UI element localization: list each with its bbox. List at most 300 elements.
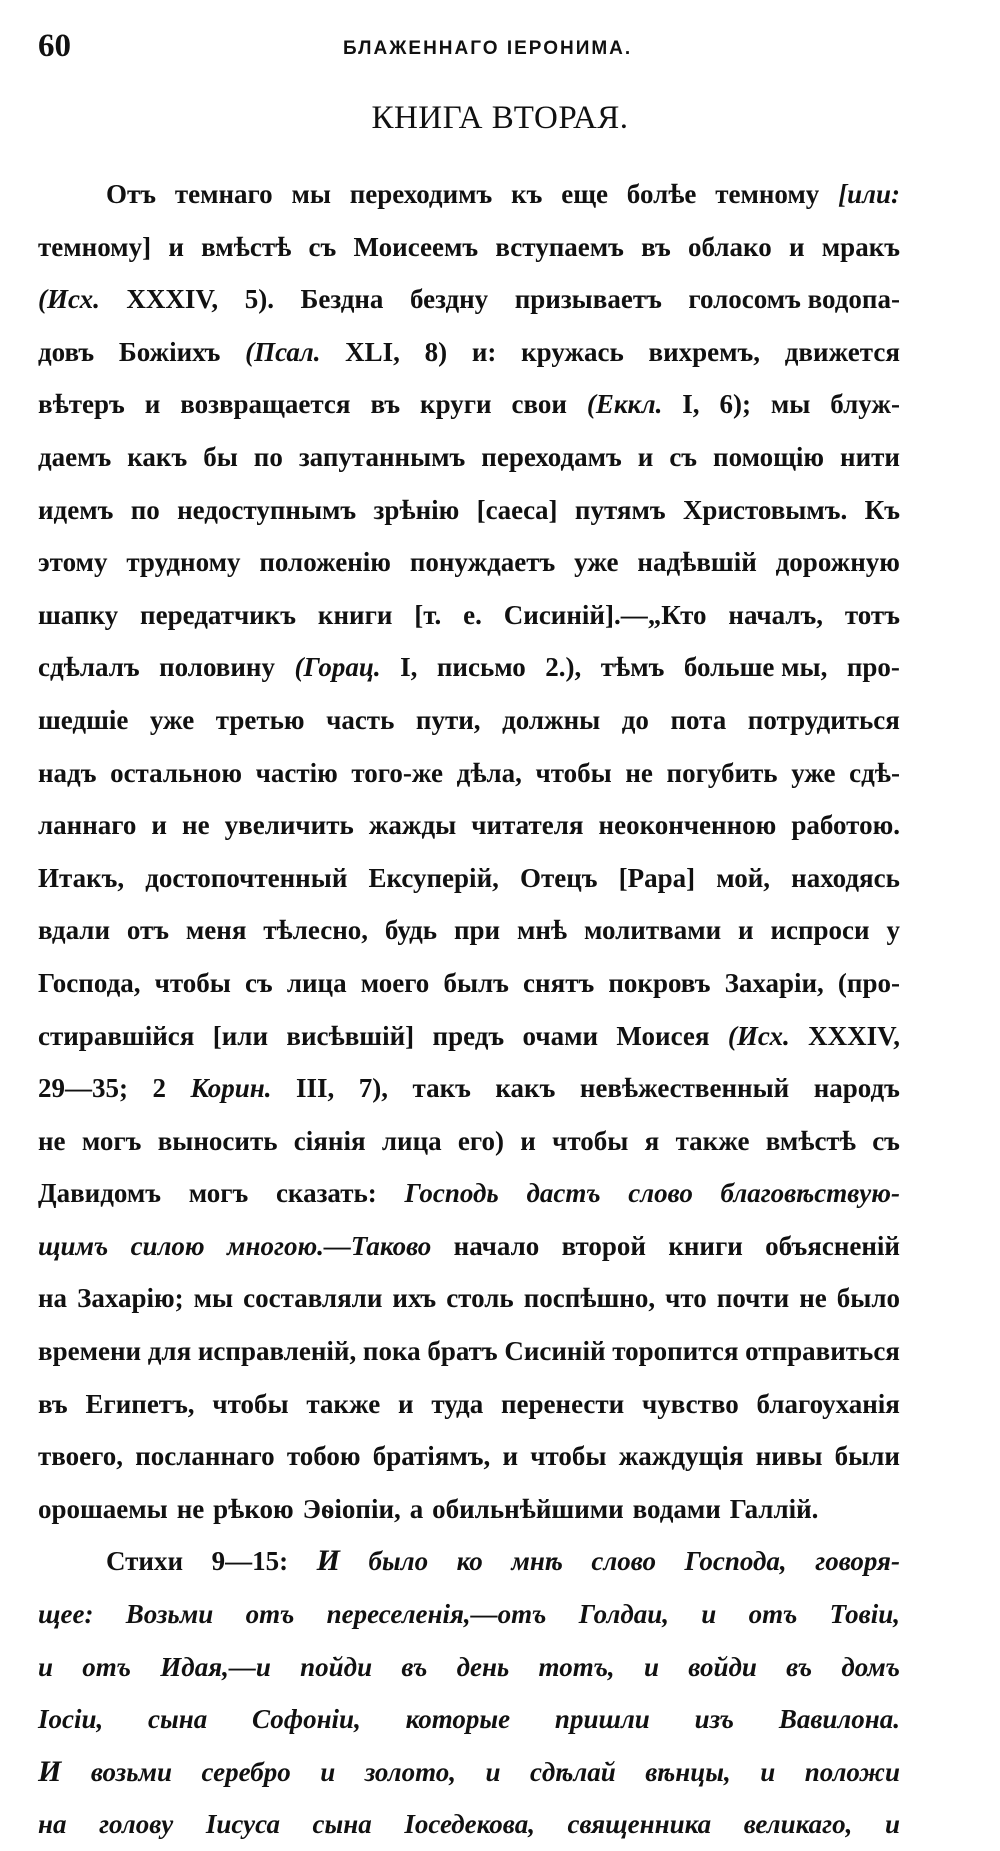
word: чтобы bbox=[530, 1441, 607, 1472]
word: вдали bbox=[38, 915, 111, 946]
word: Вавилона. bbox=[778, 1704, 900, 1735]
word: надѣвшій bbox=[637, 547, 757, 578]
word: а bbox=[409, 1493, 424, 1524]
word: второй bbox=[561, 1230, 646, 1261]
word: былъ bbox=[443, 967, 509, 998]
word: Моисея bbox=[616, 1020, 710, 1051]
word: этому bbox=[38, 547, 108, 578]
word: Идая,—и bbox=[160, 1651, 271, 1682]
word: по bbox=[253, 441, 283, 472]
word: сіянія bbox=[293, 1125, 366, 1156]
word: Іоседекова, bbox=[404, 1809, 535, 1840]
word: трудному bbox=[126, 547, 241, 578]
word: такъ bbox=[412, 1073, 471, 1104]
word: до bbox=[621, 704, 649, 735]
text-line bbox=[38, 484, 900, 537]
word: чтобы bbox=[552, 1125, 629, 1156]
word: нивы bbox=[755, 1441, 823, 1472]
word: Софоніи, bbox=[252, 1704, 361, 1735]
word: какъ bbox=[495, 1073, 556, 1104]
word: помощію bbox=[713, 441, 825, 472]
word: XXXIV, bbox=[126, 284, 219, 315]
word: потрудиться bbox=[747, 704, 900, 735]
word: [или bbox=[212, 1020, 269, 1051]
word: могъ bbox=[188, 1178, 249, 1209]
word: путямъ bbox=[574, 494, 666, 525]
word: Товіи, bbox=[829, 1599, 900, 1630]
word: въ bbox=[370, 389, 401, 420]
word: въ bbox=[786, 1651, 813, 1682]
word: 5). bbox=[244, 284, 274, 315]
text-line bbox=[38, 1272, 900, 1325]
word: понуждаетъ bbox=[409, 547, 556, 578]
word: даемъ bbox=[38, 441, 112, 472]
word: на bbox=[38, 1283, 68, 1314]
word: зрѣнію bbox=[373, 494, 460, 525]
word: письмо bbox=[436, 652, 526, 683]
word: находясь bbox=[791, 862, 900, 893]
word: свои bbox=[511, 389, 567, 420]
word: очами bbox=[522, 1020, 599, 1051]
word: выносить bbox=[157, 1125, 278, 1156]
word: и bbox=[788, 231, 805, 262]
word: Египетъ, bbox=[85, 1388, 195, 1419]
word: съ bbox=[244, 967, 273, 998]
word: бы bbox=[203, 441, 238, 472]
word: положи bbox=[804, 1756, 900, 1787]
word: того-же bbox=[351, 757, 444, 788]
word: при bbox=[453, 915, 501, 946]
word: 8) bbox=[424, 336, 448, 367]
word: (про- bbox=[837, 967, 900, 998]
word: не bbox=[799, 1283, 827, 1314]
word: говоря- bbox=[815, 1546, 900, 1577]
word: вмѣстѣ bbox=[765, 1125, 856, 1156]
text-line bbox=[38, 326, 900, 379]
word: домъ bbox=[841, 1651, 900, 1682]
word: Сисиній bbox=[504, 1336, 606, 1367]
word: запутаннымъ bbox=[298, 441, 466, 472]
text-line bbox=[38, 852, 900, 905]
text-line bbox=[38, 1693, 900, 1746]
word: вѣтеръ bbox=[38, 389, 125, 420]
word: (Исх. bbox=[38, 284, 100, 315]
word: чтобы bbox=[212, 1388, 289, 1419]
word: Христовымъ. bbox=[682, 494, 848, 525]
word: твоего, bbox=[38, 1441, 123, 1472]
word: Корин. bbox=[190, 1073, 272, 1104]
word: отъ bbox=[126, 915, 170, 946]
word: пока bbox=[362, 1336, 421, 1367]
text-line bbox=[38, 1746, 900, 1799]
word: день bbox=[456, 1651, 510, 1682]
word: возьми bbox=[90, 1756, 173, 1787]
word: чувство bbox=[641, 1388, 739, 1419]
text-line bbox=[38, 1010, 900, 1063]
word: поспѣшно, bbox=[523, 1283, 656, 1314]
word: что bbox=[665, 1283, 707, 1314]
word: столь bbox=[446, 1283, 514, 1314]
word: великаго, bbox=[743, 1809, 853, 1840]
word: голосомъ водопа- bbox=[688, 284, 900, 315]
word: были bbox=[834, 1441, 900, 1472]
word: тотъ, bbox=[538, 1651, 615, 1682]
word: туда bbox=[431, 1388, 484, 1419]
word: для bbox=[147, 1336, 192, 1367]
word: перенести bbox=[500, 1388, 625, 1419]
word: и bbox=[151, 810, 167, 841]
word: Захарію; bbox=[77, 1283, 184, 1314]
text-line bbox=[38, 1641, 900, 1694]
word: также bbox=[306, 1388, 381, 1419]
text-line bbox=[38, 536, 900, 589]
word: 29—35; bbox=[38, 1073, 128, 1104]
word: лица bbox=[286, 967, 347, 998]
word: и bbox=[320, 1756, 336, 1787]
word: больше мы, bbox=[683, 652, 828, 683]
word: сдѣлай bbox=[529, 1756, 616, 1787]
word: предъ bbox=[432, 1020, 505, 1051]
text-line bbox=[38, 1220, 900, 1273]
word: могъ bbox=[81, 1125, 142, 1156]
word: также bbox=[675, 1125, 750, 1156]
word: объясненій bbox=[765, 1230, 900, 1261]
text-line bbox=[38, 641, 900, 694]
word: круги bbox=[420, 389, 492, 420]
word: покровъ bbox=[608, 967, 711, 998]
word: (Горац. bbox=[294, 652, 381, 683]
word: Іисуса bbox=[205, 1809, 280, 1840]
word: мракъ bbox=[821, 231, 900, 262]
word: въ bbox=[38, 1388, 68, 1419]
word: мнѣ bbox=[516, 915, 568, 946]
text-line bbox=[38, 273, 900, 326]
word: ко bbox=[456, 1546, 483, 1577]
text-line bbox=[38, 1062, 900, 1115]
word: часть bbox=[326, 704, 395, 735]
word: еще bbox=[561, 179, 608, 209]
word: положенію bbox=[259, 547, 391, 578]
word: (Псал. bbox=[245, 336, 321, 367]
text-line bbox=[38, 1588, 900, 1641]
word: 7), bbox=[358, 1073, 389, 1104]
word: I, bbox=[682, 389, 700, 420]
word: [или: bbox=[838, 179, 900, 209]
word: отъ bbox=[245, 1599, 295, 1630]
word: будь bbox=[384, 915, 438, 946]
word: благовѣствую- bbox=[720, 1178, 900, 1209]
word: Отъ bbox=[106, 179, 157, 209]
word: почти bbox=[716, 1283, 790, 1314]
word: XLI, bbox=[345, 336, 400, 367]
word: Захаріи, bbox=[724, 967, 824, 998]
word: Голдаи, bbox=[578, 1599, 669, 1630]
word: торопится bbox=[612, 1336, 739, 1367]
word: рѣкою bbox=[213, 1493, 294, 1524]
word: сына bbox=[312, 1809, 372, 1840]
word: призываетъ bbox=[514, 284, 662, 315]
word: и bbox=[168, 231, 184, 262]
word: на bbox=[38, 1809, 67, 1840]
word: болѣе bbox=[626, 179, 697, 209]
word: частію bbox=[255, 757, 338, 788]
word: бездну bbox=[409, 284, 489, 315]
word: 6); bbox=[719, 389, 751, 420]
text-line bbox=[38, 221, 900, 274]
word: сына bbox=[148, 1704, 208, 1735]
word: священника bbox=[567, 1809, 712, 1840]
word: надъ bbox=[38, 757, 97, 788]
word: половину bbox=[159, 652, 275, 683]
word: уже bbox=[149, 704, 195, 735]
word: тобою bbox=[286, 1441, 361, 1472]
word: съ bbox=[669, 441, 698, 472]
word: передатчикъ bbox=[140, 599, 297, 630]
word: И bbox=[316, 1544, 340, 1578]
text-line bbox=[38, 378, 900, 431]
word: про- bbox=[846, 652, 900, 683]
word: моего bbox=[360, 967, 430, 998]
word: 9—15: bbox=[211, 1546, 289, 1577]
word: достопочтенный bbox=[145, 862, 348, 893]
word: меня bbox=[185, 915, 247, 946]
word: уже bbox=[791, 757, 836, 788]
page-number: 60 bbox=[38, 28, 71, 64]
word: Бездна bbox=[300, 284, 384, 315]
word: довъ bbox=[38, 336, 95, 367]
word: пути, bbox=[415, 704, 481, 735]
running-head bbox=[38, 28, 920, 68]
word: шапку bbox=[38, 599, 119, 630]
word: вмѣстѣ bbox=[201, 231, 292, 262]
word: мы bbox=[291, 179, 331, 209]
word: блуж- bbox=[830, 389, 900, 420]
word: XXXIV, bbox=[808, 1020, 900, 1051]
word: Эѳіопіи, bbox=[302, 1493, 401, 1524]
word: книги bbox=[668, 1230, 743, 1261]
word: I, bbox=[400, 652, 418, 683]
word: чтобы bbox=[154, 967, 231, 998]
text-line bbox=[38, 1378, 900, 1431]
word: серебро bbox=[201, 1756, 291, 1787]
word: войди bbox=[688, 1651, 757, 1682]
text-line bbox=[38, 1167, 900, 1220]
text-line bbox=[38, 957, 900, 1010]
word: темному bbox=[715, 179, 820, 209]
word: тѣлесно, bbox=[263, 915, 369, 946]
word: не bbox=[625, 757, 653, 788]
word: 2.), bbox=[545, 652, 582, 683]
word: висѣвшій] bbox=[286, 1020, 415, 1051]
word: переходимъ bbox=[349, 179, 493, 209]
word: обильнѣйшими bbox=[432, 1493, 624, 1524]
word: и bbox=[701, 1599, 717, 1630]
word: и bbox=[38, 1651, 54, 1682]
word: и bbox=[760, 1756, 776, 1787]
word: Отецъ bbox=[519, 862, 598, 893]
word: стиравшійся bbox=[38, 1020, 195, 1051]
word: слово bbox=[591, 1546, 656, 1577]
word: [т. bbox=[414, 599, 442, 630]
word: мой, bbox=[716, 862, 771, 893]
word: я bbox=[644, 1125, 660, 1156]
word: молитвами bbox=[583, 915, 722, 946]
word: дѣла, bbox=[456, 757, 522, 788]
word: отъ bbox=[748, 1599, 798, 1630]
text-line bbox=[38, 1483, 900, 1536]
word: сдѣлалъ bbox=[38, 652, 140, 683]
word: и bbox=[643, 1651, 659, 1682]
word: ихъ bbox=[392, 1283, 437, 1314]
word: было bbox=[368, 1546, 429, 1577]
word: и: bbox=[471, 336, 497, 367]
word: слово bbox=[628, 1178, 693, 1209]
word: переходамъ bbox=[481, 441, 622, 472]
word: книги bbox=[317, 599, 393, 630]
word: недоступнымъ bbox=[177, 494, 357, 525]
word: возвращается bbox=[180, 389, 351, 420]
word: времени bbox=[38, 1336, 142, 1367]
word: составляли bbox=[243, 1283, 383, 1314]
word: не bbox=[182, 810, 210, 841]
word: щее: bbox=[38, 1599, 94, 1630]
word: дорожную bbox=[775, 547, 900, 578]
word: погубить bbox=[666, 757, 778, 788]
body-text bbox=[38, 168, 900, 1851]
word: начало bbox=[453, 1230, 540, 1261]
word: движется bbox=[784, 336, 900, 367]
word: пота bbox=[670, 704, 727, 735]
word: съ bbox=[308, 231, 337, 262]
word: не bbox=[176, 1493, 205, 1524]
word: какъ bbox=[127, 441, 188, 472]
text-line bbox=[38, 431, 900, 484]
word: III, bbox=[296, 1073, 335, 1104]
text-line bbox=[38, 1798, 900, 1851]
word: кружась bbox=[521, 336, 624, 367]
word: и bbox=[144, 389, 161, 420]
word: не bbox=[38, 1125, 66, 1156]
word: Ексуперій, bbox=[368, 862, 499, 893]
word: увеличить bbox=[224, 810, 354, 841]
word: облако bbox=[688, 231, 772, 262]
text-line bbox=[38, 589, 900, 642]
word: отъ bbox=[82, 1651, 132, 1682]
word: у bbox=[886, 915, 900, 946]
text-line bbox=[38, 904, 900, 957]
word: Божіихъ bbox=[118, 336, 221, 367]
word: дастъ bbox=[526, 1178, 601, 1209]
word: третью bbox=[215, 704, 305, 735]
word: которые bbox=[405, 1704, 511, 1735]
word: отправиться bbox=[745, 1336, 900, 1367]
word: исправленій, bbox=[197, 1336, 357, 1367]
word: Давидомъ bbox=[38, 1178, 161, 1209]
word: Господа, bbox=[38, 967, 141, 998]
running-title: БЛАЖЕННАГО ІЕРОНИМА. bbox=[343, 38, 633, 59]
word: шедшіе bbox=[38, 704, 129, 735]
word: идемъ bbox=[38, 494, 114, 525]
word: вѣнцы, bbox=[645, 1756, 731, 1787]
word: уже bbox=[574, 547, 619, 578]
word: пойди bbox=[300, 1651, 373, 1682]
word: братіямъ, bbox=[372, 1441, 491, 1472]
text-line bbox=[38, 168, 900, 221]
word: народъ bbox=[813, 1073, 900, 1104]
word: работою. bbox=[791, 810, 900, 841]
text-line bbox=[38, 1325, 900, 1378]
word: по bbox=[130, 494, 160, 525]
word: Господь bbox=[404, 1178, 499, 1209]
text-line bbox=[38, 1115, 900, 1168]
word: водами bbox=[632, 1493, 721, 1524]
word: Возьми bbox=[125, 1599, 214, 1630]
word: золото, bbox=[364, 1756, 456, 1787]
word: невѣжественный bbox=[579, 1073, 790, 1104]
text-line bbox=[38, 1535, 900, 1588]
word: лица bbox=[381, 1125, 442, 1156]
word: [caeca] bbox=[476, 494, 558, 525]
word: многою.—Таково bbox=[227, 1230, 432, 1261]
word: Галлій. bbox=[729, 1493, 819, 1524]
word: должны bbox=[502, 704, 601, 735]
word: въ bbox=[641, 231, 671, 262]
word: вступаемъ bbox=[495, 231, 624, 262]
word: темнаго bbox=[174, 179, 273, 209]
word: благоуханія bbox=[756, 1388, 900, 1419]
text-line bbox=[38, 1430, 900, 1483]
word: [Papa] bbox=[618, 862, 696, 893]
word: Итакъ, bbox=[38, 862, 125, 893]
text-line bbox=[38, 694, 900, 747]
word: было bbox=[836, 1283, 900, 1314]
word: И bbox=[38, 1754, 62, 1788]
word: сказать: bbox=[275, 1178, 377, 1209]
word: щимъ bbox=[38, 1230, 109, 1261]
word: читателя bbox=[471, 810, 584, 841]
word: нити bbox=[840, 441, 900, 472]
word: тѣмъ bbox=[600, 652, 665, 683]
word: испроси bbox=[770, 915, 870, 946]
text-line bbox=[38, 799, 900, 852]
word: ланнаго bbox=[38, 810, 137, 841]
word: Къ bbox=[864, 494, 900, 525]
word: мы bbox=[193, 1283, 234, 1314]
word: началъ, bbox=[728, 599, 823, 630]
word: въ bbox=[401, 1651, 428, 1682]
word: и bbox=[637, 441, 654, 472]
word: и bbox=[502, 1441, 519, 1472]
word: и bbox=[520, 1125, 536, 1156]
word: и bbox=[738, 915, 754, 946]
word: мы bbox=[770, 389, 811, 420]
word: (Исх. bbox=[727, 1020, 790, 1051]
book-heading: КНИГА ВТОРАЯ. bbox=[371, 100, 629, 136]
word: жажды bbox=[368, 810, 457, 841]
word: изъ bbox=[694, 1704, 735, 1735]
word: Іосіи, bbox=[38, 1704, 104, 1735]
word: къ bbox=[511, 179, 543, 209]
word: Господа, bbox=[684, 1546, 787, 1577]
word: жаждущія bbox=[618, 1441, 744, 1472]
word: и bbox=[884, 1809, 900, 1840]
word: остальною bbox=[110, 757, 243, 788]
word: и bbox=[397, 1388, 414, 1419]
word: пришли bbox=[554, 1704, 650, 1735]
word: темному] bbox=[38, 231, 152, 262]
word: 2 bbox=[152, 1073, 166, 1104]
word: посланнаго bbox=[135, 1441, 275, 1472]
